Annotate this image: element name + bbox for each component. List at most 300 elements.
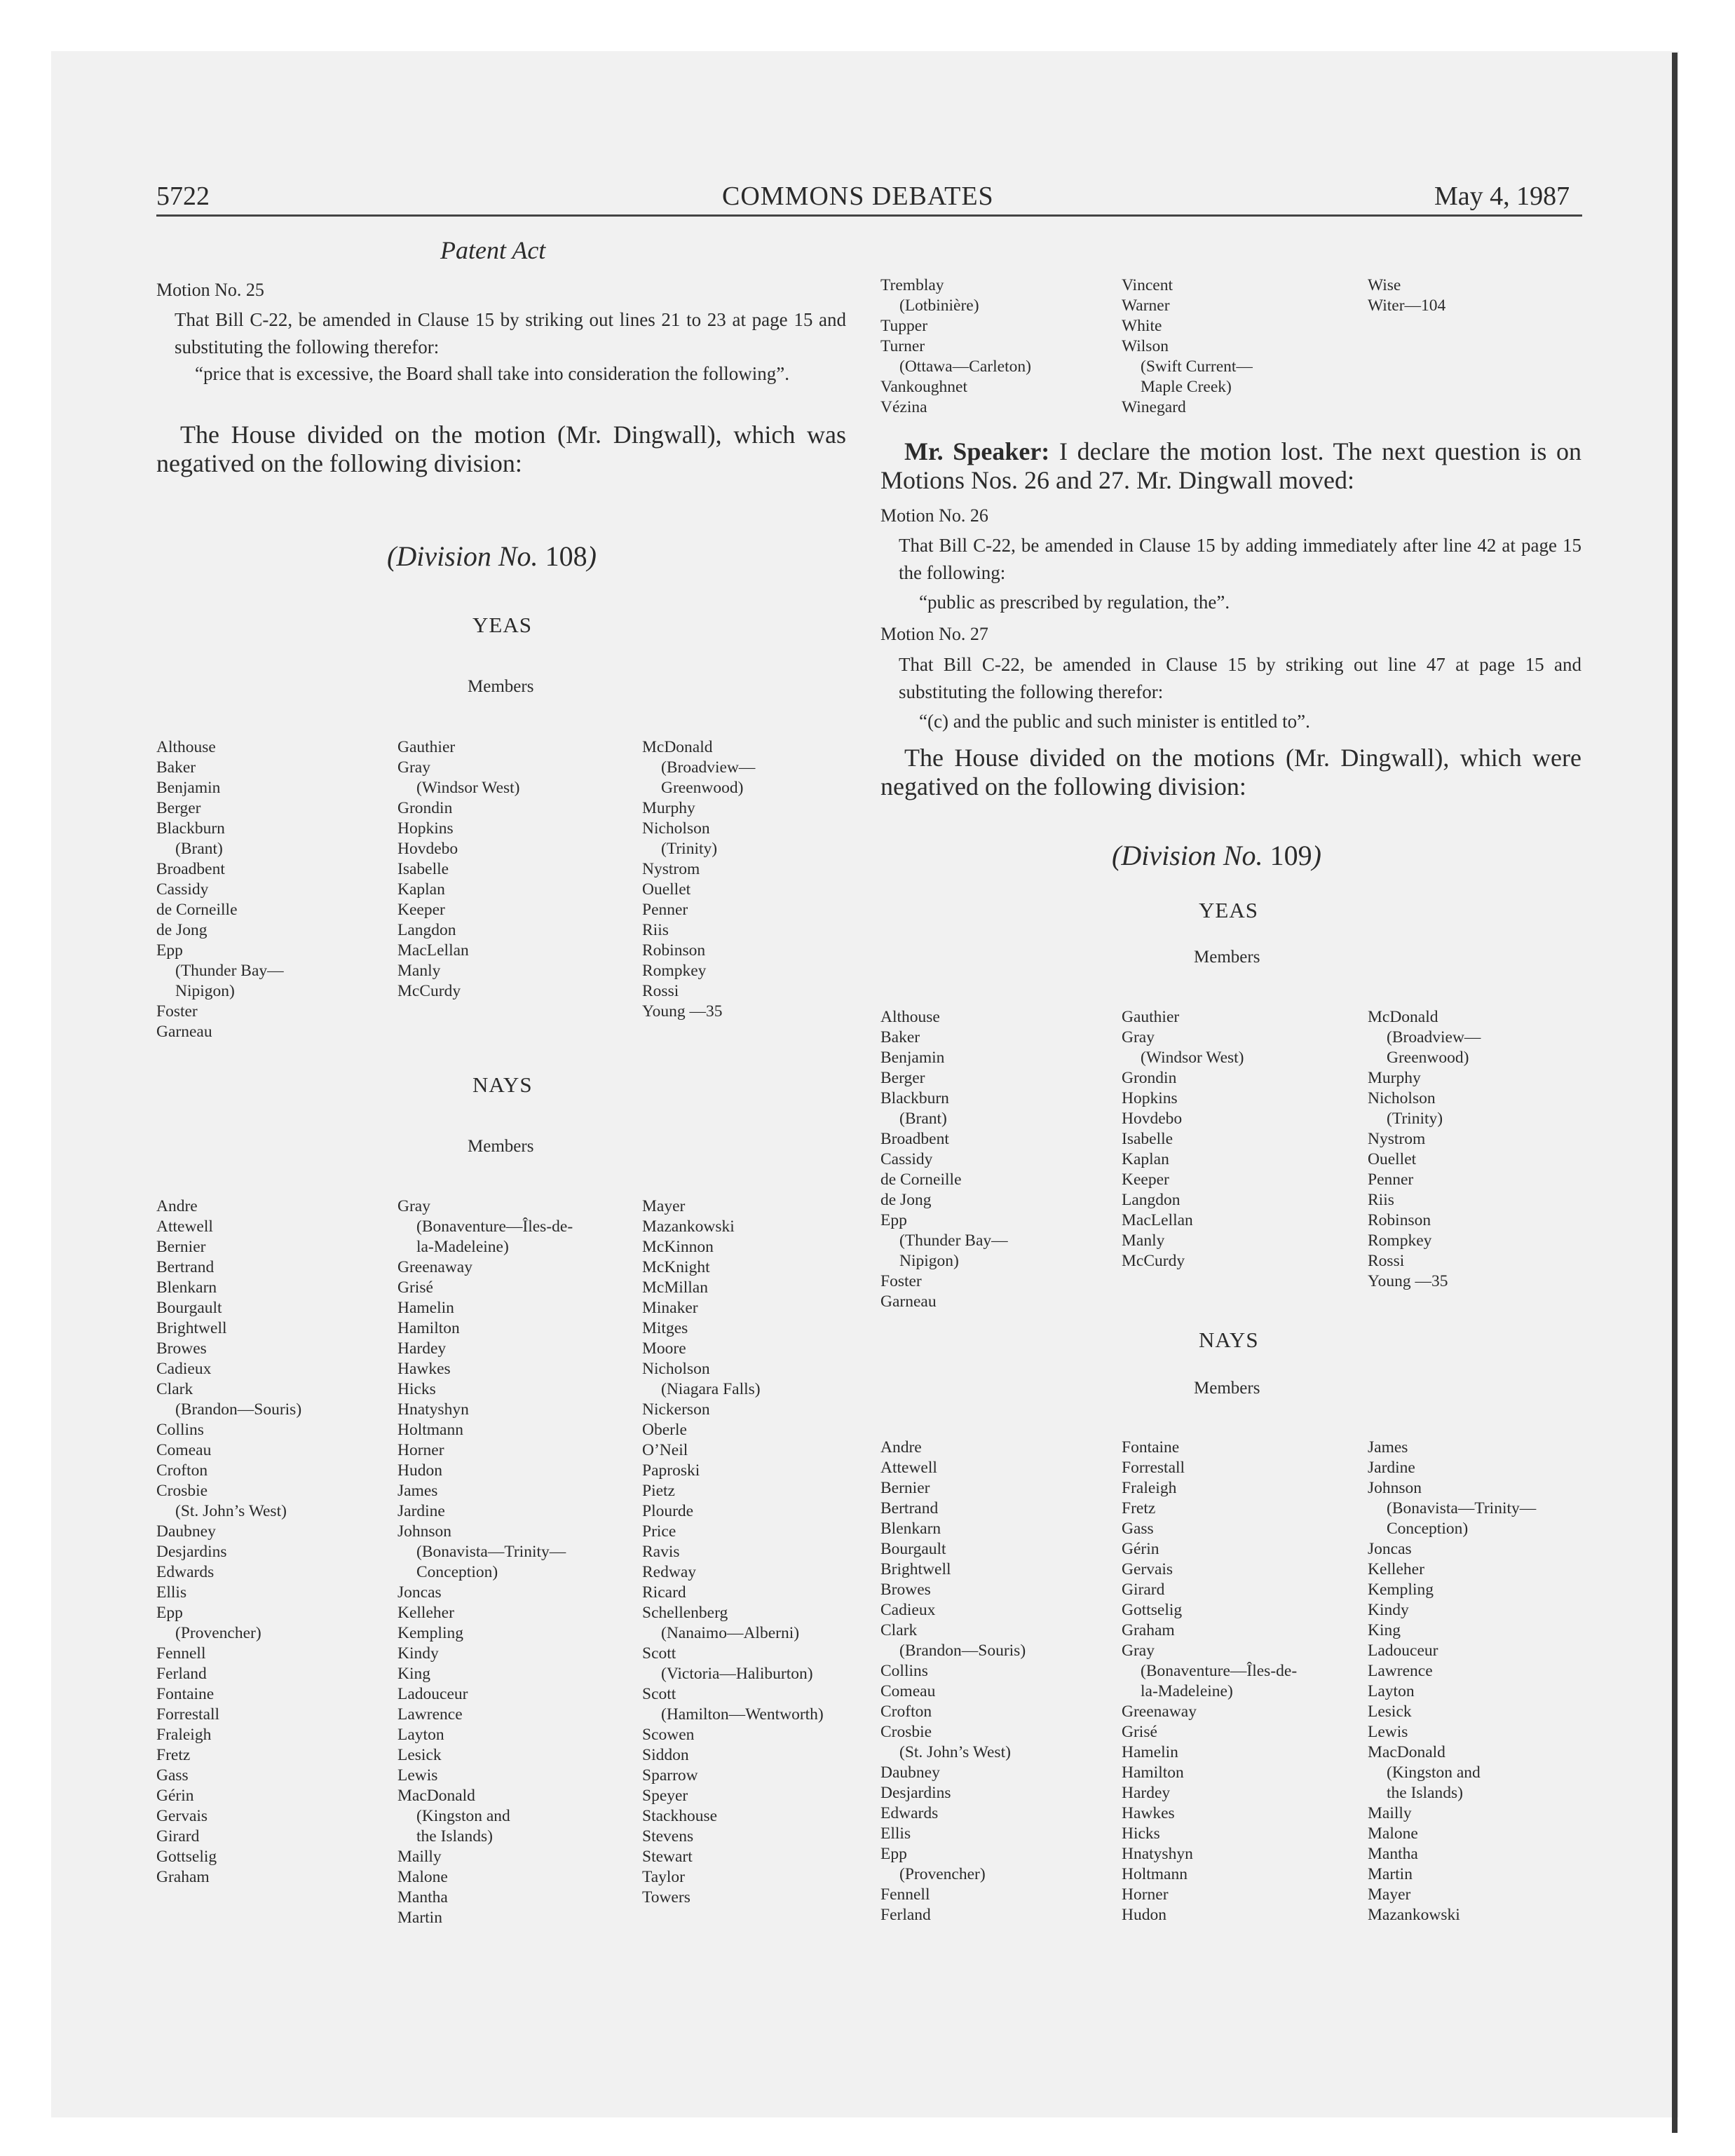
member-name: Lawrence <box>397 1705 463 1724</box>
member-name: (Windsor West) <box>416 779 520 797</box>
member-name: Hicks <box>397 1380 436 1398</box>
member-name: Attewell <box>156 1217 213 1236</box>
member-name: (Broadview— <box>1387 1028 1481 1046</box>
member-name: Rompkey <box>642 962 707 980</box>
member-name: Riis <box>1368 1191 1394 1209</box>
member-name: Penner <box>642 901 688 919</box>
member-name: MacDonald <box>397 1787 475 1805</box>
member-name: Crofton <box>880 1703 932 1721</box>
member-name: McCurdy <box>397 982 461 1000</box>
member-name: O’Neil <box>642 1441 688 1459</box>
member-name: (Hamilton—Wentworth) <box>661 1705 824 1724</box>
member-name: Blenkarn <box>880 1520 941 1538</box>
member-name: (Ottawa—Carleton) <box>899 357 1031 376</box>
member-name: de Jong <box>880 1191 932 1209</box>
member-name: Young —35 <box>642 1002 723 1021</box>
member-name: Browes <box>880 1581 931 1599</box>
division-108-intro: The House divided on the motion (Mr. Dingwall), which was negatived on the following division: <box>156 421 846 477</box>
page-date: May 4, 1987 <box>1434 182 1570 211</box>
nays-cont-col-1 <box>880 275 1031 418</box>
member-name: King <box>397 1665 430 1683</box>
member-name: (Provencher) <box>899 1865 986 1883</box>
member-name: Ferland <box>880 1906 931 1924</box>
member-name: Garneau <box>156 1023 212 1041</box>
member-name: Hamilton <box>1122 1763 1184 1782</box>
member-name: Bernier <box>880 1479 930 1497</box>
member-name: Browes <box>156 1339 207 1358</box>
member-name: Layton <box>1368 1682 1415 1700</box>
member-name: Moore <box>642 1339 686 1358</box>
member-name: Nicholson <box>1368 1089 1436 1107</box>
member-name: Foster <box>880 1272 922 1290</box>
member-name: Mailly <box>397 1848 442 1866</box>
member-name: Nickerson <box>642 1400 710 1419</box>
division-label: Division No. <box>396 540 538 572</box>
member-name: Ouellet <box>1368 1150 1417 1168</box>
section-title: Patent Act <box>440 236 546 264</box>
member-name: Bertrand <box>156 1258 215 1276</box>
member-name: Young —35 <box>1368 1272 1448 1290</box>
member-name: (Brant) <box>899 1110 947 1128</box>
yeas-108-heading: YEAS <box>472 613 532 637</box>
member-name: la-Madeleine) <box>1141 1682 1233 1700</box>
member-name: Ladouceur <box>397 1685 468 1703</box>
member-name: Minaker <box>642 1299 698 1317</box>
member-name: MacDonald <box>1368 1743 1445 1761</box>
member-name: Grisé <box>1122 1723 1157 1741</box>
member-name: Conception) <box>416 1563 498 1581</box>
member-name: Comeau <box>156 1441 212 1459</box>
member-name: Kelleher <box>397 1604 454 1622</box>
member-name: Daubney <box>880 1763 940 1782</box>
member-name: Tremblay <box>880 276 944 294</box>
member-name: Towers <box>642 1888 690 1906</box>
member-name: Baker <box>880 1028 920 1046</box>
member-name: (Swift Current— <box>1141 357 1253 376</box>
member-name: Fontaine <box>156 1685 215 1703</box>
member-name: Horner <box>1122 1885 1169 1904</box>
member-name: Berger <box>880 1069 925 1087</box>
member-name: Crosbie <box>880 1723 932 1741</box>
yeas-108-members: Members <box>468 677 534 696</box>
member-name: Greenwood) <box>661 779 744 797</box>
member-name: Scowen <box>642 1726 695 1744</box>
member-name: McDonald <box>642 738 713 756</box>
member-name: Isabelle <box>1122 1130 1173 1148</box>
yeas-109-col-1 <box>880 1007 1008 1312</box>
member-name: Kaplan <box>397 880 445 899</box>
member-name: Winegard <box>1122 398 1186 416</box>
member-name: Kindy <box>1368 1601 1409 1619</box>
member-name: Lesick <box>1368 1703 1412 1721</box>
division-109-intro: The House divided on the motions (Mr. Dingwall), which were negatived on the following division: <box>880 744 1581 800</box>
header-rule <box>156 214 1582 217</box>
member-name: Vankoughnet <box>880 378 968 396</box>
member-name: Price <box>642 1522 676 1541</box>
member-name: (Lotbinière) <box>899 296 979 315</box>
member-name: Kempling <box>397 1624 463 1642</box>
member-name: Collins <box>156 1421 204 1439</box>
member-name: Ouellet <box>642 880 691 899</box>
yeas-109-members: Members <box>1194 948 1260 967</box>
member-name: the Islands) <box>416 1827 493 1845</box>
member-name: Gauthier <box>1122 1008 1180 1026</box>
member-name: Johnson <box>397 1522 452 1541</box>
member-name: Ferland <box>156 1665 207 1683</box>
member-name: MacLellan <box>397 941 469 960</box>
member-name: Gottselig <box>1122 1601 1183 1619</box>
member-name: Malone <box>397 1868 448 1886</box>
nays-108-col-2 <box>397 1196 573 1928</box>
member-name: (Brandon—Souris) <box>899 1642 1026 1660</box>
member-name: (Victoria—Haliburton) <box>661 1665 813 1683</box>
member-name: Lewis <box>397 1766 438 1785</box>
division-108-heading: (Division No. 108) <box>387 540 597 572</box>
member-name: Benjamin <box>880 1049 945 1067</box>
member-name: Mitges <box>642 1319 688 1337</box>
yeas-109-col-2 <box>1122 1007 1244 1271</box>
member-name: Stevens <box>642 1827 694 1845</box>
motion-25-quote: “price that is excessive, the Board shall take into consideration the following”. <box>195 363 789 384</box>
member-name: Fraleigh <box>1122 1479 1177 1497</box>
member-name: Schellenberg <box>642 1604 728 1622</box>
nays-109-col-1 <box>880 1438 1026 1925</box>
member-name: Clark <box>156 1380 193 1398</box>
member-name: Ellis <box>156 1583 187 1602</box>
member-name: Cadieux <box>880 1601 936 1619</box>
member-name: Isabelle <box>397 860 449 878</box>
member-name: Althouse <box>880 1008 940 1026</box>
member-name: Comeau <box>880 1682 936 1700</box>
member-name: Epp <box>880 1845 907 1863</box>
member-name: Speyer <box>642 1787 688 1805</box>
member-name: Blackburn <box>880 1089 949 1107</box>
member-name: Kindy <box>397 1644 439 1663</box>
member-name: Martin <box>1368 1865 1413 1883</box>
member-name: Hardey <box>1122 1784 1171 1802</box>
member-name: (Broadview— <box>661 758 756 777</box>
member-name: Hopkins <box>1122 1089 1178 1107</box>
member-name: Hamelin <box>397 1299 454 1317</box>
member-name: King <box>1368 1621 1401 1639</box>
member-name: Malone <box>1368 1824 1418 1843</box>
member-name: (Provencher) <box>175 1624 261 1642</box>
division-number: 108 <box>545 540 587 572</box>
member-name: Forrestall <box>1122 1459 1185 1477</box>
nays-109-col-3 <box>1368 1438 1536 1925</box>
member-name: Hudon <box>1122 1906 1166 1924</box>
member-name: Wise <box>1368 276 1401 294</box>
member-name: Scott <box>642 1685 676 1703</box>
member-name: Cassidy <box>880 1150 933 1168</box>
member-name: Mazankowski <box>1368 1906 1460 1924</box>
member-name: Bourgault <box>156 1299 222 1317</box>
member-name: Rossi <box>642 982 679 1000</box>
member-name: Edwards <box>880 1804 939 1822</box>
member-name: Stewart <box>642 1848 693 1866</box>
yeas-108-col-2 <box>397 737 520 1002</box>
member-name: Manly <box>1122 1231 1165 1250</box>
member-name: White <box>1122 317 1162 335</box>
member-name: Bertrand <box>880 1499 939 1517</box>
member-name: Hawkes <box>1122 1804 1175 1822</box>
member-name: Epp <box>156 1604 183 1622</box>
member-name: Grondin <box>397 799 453 817</box>
member-name: Scott <box>642 1644 676 1663</box>
member-name: Jardine <box>397 1502 445 1520</box>
member-name: Fretz <box>1122 1499 1156 1517</box>
member-name: Forrestall <box>156 1705 220 1724</box>
member-name: Witer—104 <box>1368 296 1446 315</box>
member-name: Kempling <box>1368 1581 1434 1599</box>
member-name: Baker <box>156 758 196 777</box>
member-name: Epp <box>880 1211 907 1229</box>
member-name: Girard <box>1122 1581 1165 1599</box>
member-name: Andre <box>880 1438 922 1456</box>
member-name: Gass <box>156 1766 189 1785</box>
member-name: Holtmann <box>1122 1865 1188 1883</box>
member-name: the Islands) <box>1387 1784 1463 1802</box>
member-name: Cassidy <box>156 880 209 899</box>
member-name: Brightwell <box>156 1319 227 1337</box>
member-name: Penner <box>1368 1171 1414 1189</box>
member-name: Holtmann <box>397 1421 463 1439</box>
member-name: Mayer <box>642 1197 686 1215</box>
member-name: Warner <box>1122 296 1170 315</box>
member-name: Plourde <box>642 1502 694 1520</box>
yeas-109-col-3 <box>1368 1007 1481 1292</box>
member-name: Graham <box>156 1868 210 1886</box>
member-name: (Thunder Bay— <box>175 962 284 980</box>
member-name: Hovdebo <box>1122 1110 1183 1128</box>
member-name: Mantha <box>397 1888 448 1906</box>
member-name: Wilson <box>1122 337 1169 355</box>
member-name: Hovdebo <box>397 840 458 858</box>
member-name: Fontaine <box>1122 1438 1180 1456</box>
member-name: Kelleher <box>1368 1560 1424 1578</box>
member-name: Layton <box>397 1726 444 1744</box>
member-name: Collins <box>880 1662 928 1680</box>
nays-109-members: Members <box>1194 1379 1260 1398</box>
member-name: Maple Creek) <box>1141 378 1232 396</box>
member-name: Hicks <box>1122 1824 1160 1843</box>
member-name: (Trinity) <box>1387 1110 1443 1128</box>
member-name: Hamelin <box>1122 1743 1178 1761</box>
motion-26-label: Motion No. 26 <box>880 505 988 526</box>
member-name: Graham <box>1122 1621 1175 1639</box>
member-name: Martin <box>397 1909 442 1927</box>
member-name: la-Madeleine) <box>416 1238 509 1256</box>
member-name: Joncas <box>1368 1540 1412 1558</box>
member-name: Andre <box>156 1197 198 1215</box>
member-name: Hawkes <box>397 1360 451 1378</box>
member-name: Blenkarn <box>156 1278 217 1297</box>
nays-108-col-3 <box>642 1196 824 1908</box>
member-name: Sparrow <box>642 1766 698 1785</box>
yeas-108-col-3 <box>642 737 755 1022</box>
member-name: Broadbent <box>156 860 225 878</box>
member-name: Horner <box>397 1441 444 1459</box>
running-title: COMMONS DEBATES <box>722 182 994 211</box>
member-name: Hnatyshyn <box>1122 1845 1193 1863</box>
member-name: James <box>397 1482 438 1500</box>
member-name: Johnson <box>1368 1479 1422 1497</box>
member-name: Langdon <box>1122 1191 1181 1209</box>
member-name: McKinnon <box>642 1238 714 1256</box>
member-name: Brightwell <box>880 1560 951 1578</box>
member-name: Hudon <box>397 1461 442 1480</box>
member-name: Nicholson <box>642 1360 710 1378</box>
member-name: (Bonavista—Trinity— <box>1387 1499 1537 1517</box>
member-name: Girard <box>156 1827 200 1845</box>
member-name: (Thunder Bay— <box>899 1231 1008 1250</box>
motion-26-text: That Bill C-22, be amended in Clause 15 by adding immediately after line 42 at page 15 the following: <box>899 535 1581 583</box>
member-name: Gérin <box>156 1787 194 1805</box>
member-name: Oberle <box>642 1421 687 1439</box>
member-name: Clark <box>880 1621 918 1639</box>
member-name: Tupper <box>880 317 928 335</box>
member-name: Althouse <box>156 738 216 756</box>
motion-27-quote: “(c) and the public and such minister is entitled to”. <box>919 711 1310 732</box>
member-name: Nicholson <box>642 819 710 838</box>
member-name: (Niagara Falls) <box>661 1380 761 1398</box>
member-name: (St. John’s West) <box>899 1743 1011 1761</box>
member-name: Greenwood) <box>1387 1049 1469 1067</box>
speaker-text: I declare the motion lost. The next question is on Motions Nos. 26 and 27. Mr. Dingwall moved: <box>880 437 1582 494</box>
member-name: Nipigon) <box>899 1252 959 1270</box>
member-name: McCurdy <box>1122 1252 1185 1270</box>
nays-109-heading: NAYS <box>1199 1328 1259 1352</box>
member-name: Gass <box>1122 1520 1154 1538</box>
member-name: Pietz <box>642 1482 675 1500</box>
member-name: Desjardins <box>156 1543 227 1561</box>
member-name: Edwards <box>156 1563 215 1581</box>
member-name: Gervais <box>156 1807 208 1825</box>
member-name: Grisé <box>397 1278 433 1297</box>
member-name: de Corneille <box>156 901 238 919</box>
member-name: Gérin <box>1122 1540 1159 1558</box>
member-name: Vincent <box>1122 276 1173 294</box>
member-name: Mantha <box>1368 1845 1418 1863</box>
member-name: James <box>1368 1438 1408 1456</box>
division-109-heading: (Division No. 109) <box>1112 840 1321 871</box>
member-name: Gauthier <box>397 738 456 756</box>
member-name: Greenaway <box>397 1258 472 1276</box>
motion-27-label: Motion No. 27 <box>880 624 988 644</box>
member-name: Murphy <box>1368 1069 1421 1087</box>
member-name: Bourgault <box>880 1540 946 1558</box>
member-name: Riis <box>642 921 669 939</box>
member-name: Fennell <box>156 1644 206 1663</box>
member-name: Murphy <box>642 799 695 817</box>
nays-109-col-2 <box>1122 1438 1297 1925</box>
member-name: Ricard <box>642 1583 686 1602</box>
member-name: Keeper <box>397 901 445 919</box>
member-name: Kaplan <box>1122 1150 1169 1168</box>
member-name: Crofton <box>156 1461 208 1480</box>
member-name: Blackburn <box>156 819 225 838</box>
member-name: Redway <box>642 1563 697 1581</box>
member-name: McKnight <box>642 1258 710 1276</box>
member-name: Gray <box>397 1197 430 1215</box>
member-name: Epp <box>156 941 183 960</box>
member-name: (Brandon—Souris) <box>175 1400 302 1419</box>
nays-cont-col-2 <box>1122 275 1253 418</box>
member-name: Manly <box>397 962 441 980</box>
member-name: Turner <box>880 337 925 355</box>
motion-25-text: That Bill C-22, be amended in Clause 15 by striking out lines 21 to 23 at page 15 and substituting the following therefor: <box>175 309 846 357</box>
member-name: Gray <box>397 758 430 777</box>
member-name: Gray <box>1122 1028 1155 1046</box>
member-name: Cadieux <box>156 1360 212 1378</box>
member-name: Desjardins <box>880 1784 951 1802</box>
yeas-108-col-1 <box>156 737 284 1042</box>
page-number: 5722 <box>156 182 210 211</box>
scan-edge-bar <box>1672 53 1678 2133</box>
member-name: Nipigon) <box>175 982 235 1000</box>
member-name: Benjamin <box>156 779 221 797</box>
member-name: Hopkins <box>397 819 454 838</box>
member-name: (Bonavista—Trinity— <box>416 1543 566 1561</box>
division-number: 109 <box>1270 840 1312 871</box>
member-name: Lewis <box>1368 1723 1408 1741</box>
nays-108-members: Members <box>468 1137 534 1156</box>
member-name: Rompkey <box>1368 1231 1432 1250</box>
member-name: Fennell <box>880 1885 930 1904</box>
member-name: Broadbent <box>880 1130 949 1148</box>
member-name: Fraleigh <box>156 1726 212 1744</box>
nays-108-heading: NAYS <box>472 1072 533 1097</box>
member-name: de Corneille <box>880 1171 962 1189</box>
member-name: Lawrence <box>1368 1662 1433 1680</box>
member-name: (Trinity) <box>661 840 718 858</box>
member-name: (Windsor West) <box>1141 1049 1244 1067</box>
member-name: de Jong <box>156 921 207 939</box>
member-name: Fretz <box>156 1746 191 1764</box>
member-name: Lesick <box>397 1746 442 1764</box>
member-name: (Bonaventure—Îles-de- <box>1141 1662 1298 1680</box>
member-name: McMillan <box>642 1278 708 1297</box>
member-name: Keeper <box>1122 1171 1169 1189</box>
member-name: Attewell <box>880 1459 937 1477</box>
member-name: Gervais <box>1122 1560 1173 1578</box>
member-name: (St. John’s West) <box>175 1502 287 1520</box>
member-name: (Kingston and <box>416 1807 510 1825</box>
member-name: Robinson <box>642 941 706 960</box>
member-name: Stackhouse <box>642 1807 718 1825</box>
member-name: Robinson <box>1368 1211 1431 1229</box>
division-label: Division No. <box>1121 840 1263 871</box>
speaker-statement <box>880 437 1581 495</box>
member-name: Nystrom <box>642 860 700 878</box>
member-name: Mayer <box>1368 1885 1411 1904</box>
member-name: Mailly <box>1368 1804 1412 1822</box>
member-name: Grondin <box>1122 1069 1177 1087</box>
member-name: Garneau <box>880 1292 937 1311</box>
speaker-label: Mr. Speaker: <box>904 437 1050 465</box>
member-name: (Kingston and <box>1387 1763 1481 1782</box>
member-name: Foster <box>156 1002 198 1021</box>
member-name: Gray <box>1122 1642 1155 1660</box>
member-name: MacLellan <box>1122 1211 1193 1229</box>
member-name: Gottselig <box>156 1848 217 1866</box>
motion-25-label: Motion No. 25 <box>156 280 264 300</box>
member-name: Ladouceur <box>1368 1642 1438 1660</box>
motion-27-text: That Bill C-22, be amended in Clause 15 by striking out line 47 at page 15 and substituting the following therefor: <box>899 654 1581 702</box>
motion-26-quote: “public as prescribed by regulation, the”. <box>919 592 1230 613</box>
member-name: Taylor <box>642 1868 685 1886</box>
member-name: Joncas <box>397 1583 442 1602</box>
